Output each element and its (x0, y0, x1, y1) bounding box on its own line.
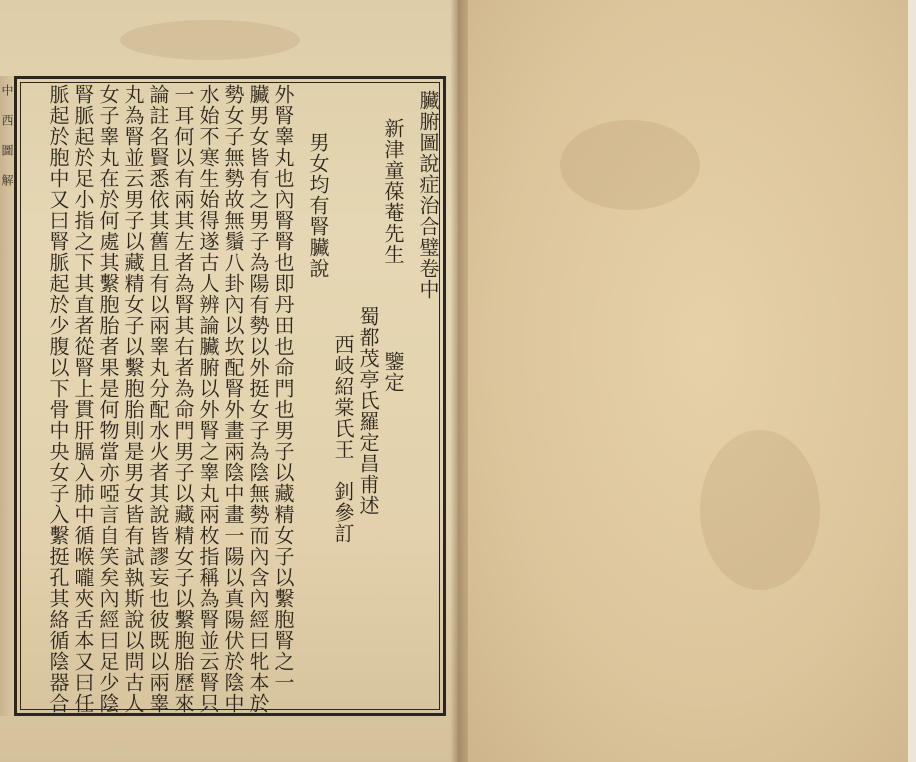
body-column: 水始不寒生始得遂古人辨論臟腑以外腎之睾丸兩枚指稱為腎並云腎只 (196, 84, 220, 714)
column-gap (295, 82, 305, 710)
body-column: 腎脈起於足小指之下其直者從腎上貫肝膈入肺中循喉嚨夾舌本又曰任 (71, 84, 95, 714)
body-column: 一耳何以有兩其左者為腎其右者為命門男子以藏精女子以繫胞胎歷來 (171, 84, 195, 714)
vertical-text-block (20, 82, 440, 714)
right-page-blank (458, 0, 908, 762)
margin-label: 中西圖解 (0, 84, 14, 204)
editor-line-1: 蜀都茂亭氏羅定昌甫述 (356, 306, 380, 516)
author-role: 鑒定 (381, 351, 405, 393)
body-column: 丸為腎並云男子以藏精女子以繫胞胎則是男女皆有試執斯說以問古人 (121, 84, 145, 714)
body-column: 脈起於胞中又曰腎脈起於少腹以下骨中央女子入繫挺孔其絡循陰器合 (46, 84, 70, 714)
author-name: 新津童葆菴先生 (381, 118, 405, 265)
body-column: 勢女子無勢故無鬚八卦內以坎配腎外畫兩陰中畫一陽以真陽伏於陰中 (221, 84, 245, 714)
paper-stain (120, 20, 300, 60)
body-column: 外腎睾丸也內腎腎也即丹田也命門也男子以藏精女子以繫胞腎之一 (271, 84, 295, 693)
body-column: 女子睾丸在於何處其繫胞胎者果是何物當亦啞言自笑矣內經曰足少陰 (96, 84, 120, 714)
body-column: 論註名賢悉依其舊且有以兩睾丸分配水火者其說皆謬妄也彼既以兩睾 (146, 84, 170, 714)
book-gutter (450, 0, 468, 762)
paper-stain (700, 430, 820, 590)
paper-stain (560, 120, 700, 210)
author-line (380, 82, 405, 710)
column-gap (405, 82, 415, 710)
scan-edge (908, 0, 916, 762)
body-column: 臟男女皆有之男子為陽有勢以外挺女子為陰無勢而內含內經曰牝本於 (246, 84, 270, 714)
section-heading: 男女均有腎臟說 (306, 132, 330, 279)
book-title: 臟腑圖說症治合璧卷中 (416, 90, 440, 300)
editor-line-2: 西岐紹棠氏王 釗參訂 (331, 334, 355, 544)
